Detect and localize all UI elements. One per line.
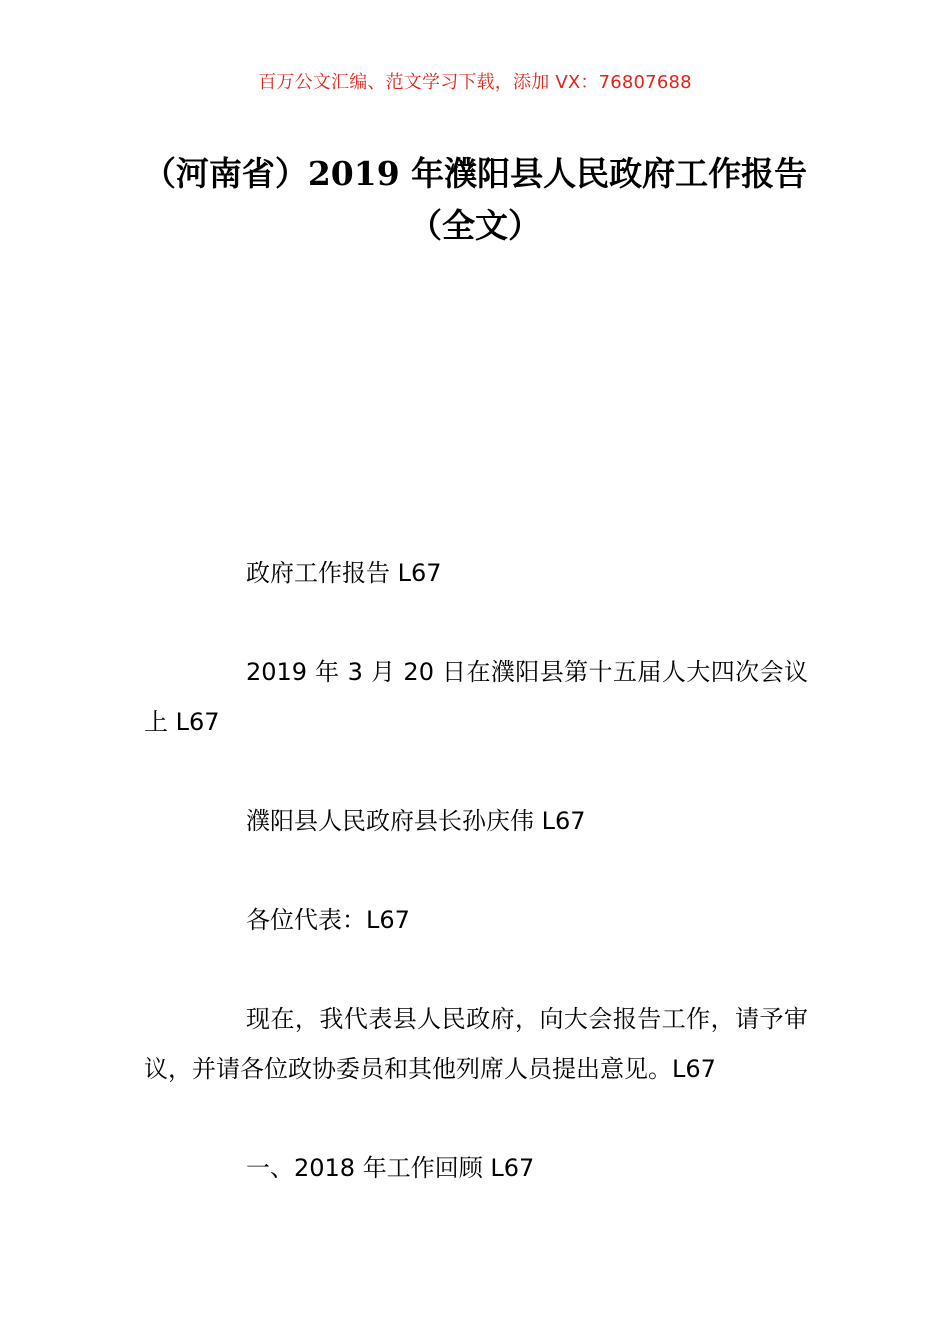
paragraph-meeting-date: 2019 年 3 月 20 日在濮阳县第十五届人大四次会议上 L67 (144, 658, 808, 736)
section-heading: 一、2018 年工作回顾 L67 (246, 1154, 535, 1182)
document-title: （河南省）2019 年濮阳县人民政府工作报告（全文） (142, 154, 808, 245)
paragraph-opening: 现在，我代表县人民政府，向大会报告工作，请予审议，并请各位政协委员和其他列席人员提出意见。L67 (144, 1005, 808, 1083)
paragraph-report-label: 政府工作报告 L67 (246, 559, 442, 587)
document-body (144, 548, 808, 1242)
header-note: 百万公文汇编、范文学习下载，添加 VX：76807688 (258, 72, 692, 93)
paragraph-speaker: 濮阳县人民政府县长孙庆伟 L67 (246, 807, 586, 835)
paragraph-salutation: 各位代表：L67 (246, 906, 410, 934)
